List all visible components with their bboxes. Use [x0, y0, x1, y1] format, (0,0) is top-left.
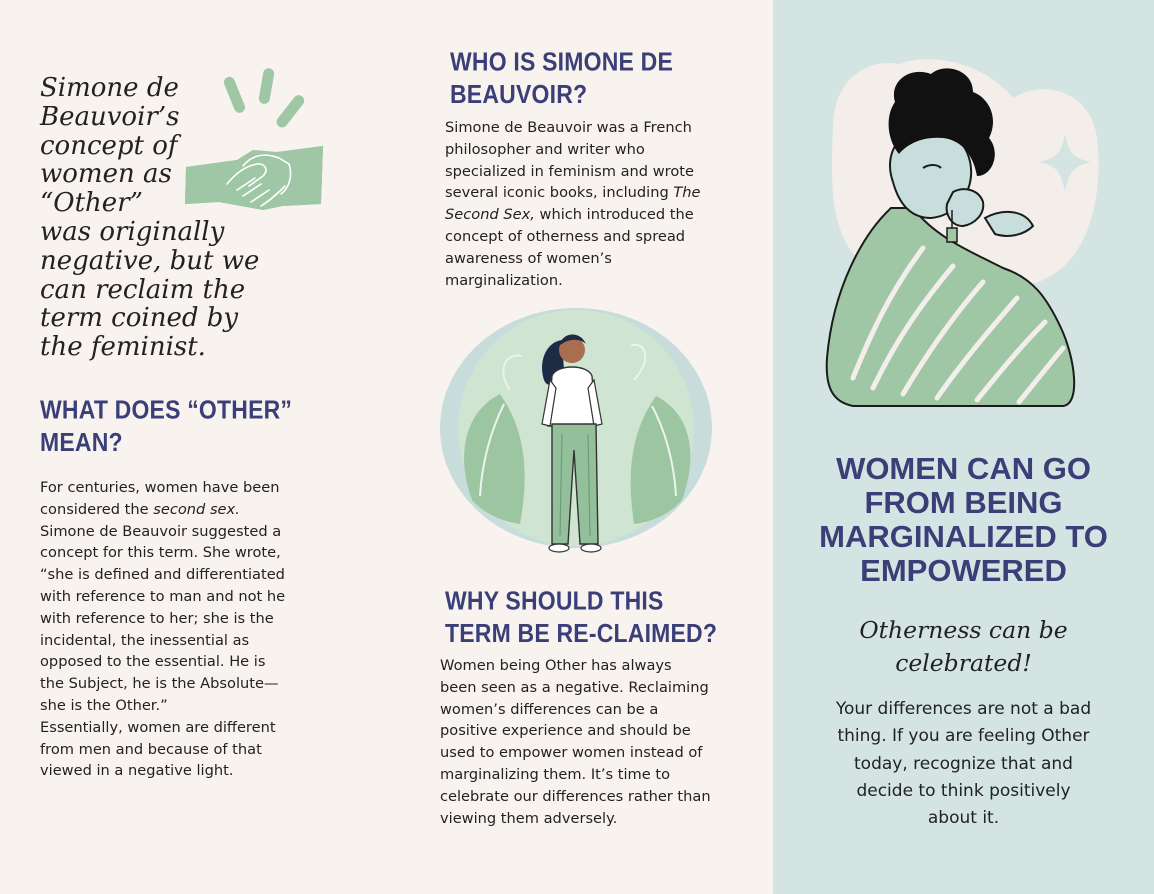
quote-line: “Other”	[40, 188, 143, 219]
body-line	[40, 499, 285, 521]
title-line: FROM BEING	[864, 485, 1063, 520]
quote-line: concept of	[40, 130, 178, 161]
body-line	[445, 204, 701, 226]
body-text-run: considered the	[40, 500, 154, 518]
body-line: viewing them adversely.	[440, 809, 618, 827]
right-panel	[773, 0, 1154, 894]
title-line: MARGINALIZED TO	[819, 519, 1108, 554]
subtitle-line: celebrated!	[895, 649, 1032, 677]
body-line: marginalization.	[445, 271, 563, 289]
quote-line: Beauvoir’s	[40, 101, 180, 132]
quote-line: the feminist.	[40, 332, 206, 363]
body-line: she is the Other.”	[40, 696, 168, 714]
body-line: with reference to her; she is the	[40, 609, 274, 627]
body-line: from men and because of that	[40, 740, 262, 758]
closing-line: Your differences are not a bad	[835, 699, 1092, 719]
reclaim-body	[440, 655, 711, 829]
heading-what-does-other-mean	[40, 394, 292, 459]
body-line: Simone de Beauvoir suggested a	[40, 522, 282, 540]
body-line: viewed in a negative light.	[40, 762, 234, 780]
panel-subtitle	[803, 614, 1124, 680]
quote-line: women as	[40, 159, 172, 190]
quote-line: was originally	[40, 216, 225, 247]
woman-sipping-tea-illustration	[813, 58, 1129, 412]
closing-line: thing. If you are feeling Other	[837, 726, 1090, 747]
body-line: awareness of women’s	[445, 249, 612, 267]
body-line: Simone de Beauvoir was a French	[445, 119, 692, 136]
heading-line: BEAUVOIR?	[450, 79, 588, 109]
body-line: been seen as a negative. Reclaiming	[440, 678, 709, 696]
sparkle-rays	[222, 67, 306, 129]
body-line: the Subject, he is the Absolute—	[40, 675, 279, 693]
body-text-run: which introduced the	[534, 206, 694, 224]
body-line	[445, 182, 701, 204]
simone-bio-body	[445, 117, 701, 291]
body-line: “she is defined and differentiated	[40, 566, 285, 584]
closing-line: today, recognize that and	[854, 753, 1073, 774]
heading-line: MEAN?	[40, 427, 123, 457]
body-line: concept of otherness and spread	[445, 227, 686, 245]
body-line: concept for this term. She wrote,	[40, 544, 281, 562]
title-line: WOMEN CAN GO	[836, 451, 1091, 486]
body-line: incidental, the inessential as	[40, 631, 250, 649]
body-line: marginalizing them. It’s time to	[440, 765, 671, 783]
closing-line: decide to think positively	[856, 780, 1071, 801]
heading-line: WHY SHOULD THIS	[445, 586, 664, 616]
handshake-icon	[185, 66, 325, 212]
quote-line: term coined by	[40, 303, 239, 334]
heading-why-reclaim	[445, 585, 717, 650]
panel-title	[803, 452, 1124, 588]
closing-message	[803, 696, 1124, 832]
title-line: EMPOWERED	[860, 553, 1067, 588]
body-line: celebrate our differences rather than	[440, 787, 711, 805]
body-line: philosopher and writer who	[445, 140, 645, 158]
closing-line: about it.	[927, 808, 1000, 829]
left-panel	[0, 0, 385, 894]
body-line: specialized in feminism and wrote	[445, 162, 694, 180]
heading-who-is-simone	[450, 46, 673, 111]
quote-line: negative, but we	[40, 245, 260, 276]
woman-among-leaves-illustration	[420, 300, 740, 562]
body-line: positive experience and should be	[440, 722, 691, 740]
book-title-emphasis: The	[673, 184, 701, 202]
body-text-run: several iconic books, including	[445, 184, 674, 202]
body-line: used to empower women instead of	[440, 744, 703, 762]
body-line: Women being Other has always	[440, 657, 672, 674]
book-title-emphasis: Second Sex,	[445, 206, 535, 224]
quote-line: can reclaim the	[40, 274, 246, 305]
subtitle-line: Otherness can be	[859, 616, 1068, 644]
middle-panel	[385, 0, 773, 894]
body-line: women’s differences can be a	[440, 700, 659, 718]
body-line: Essentially, women are different	[40, 718, 276, 736]
heading-line: TERM BE RE-CLAIMED?	[445, 618, 718, 648]
other-meaning-body	[40, 477, 285, 782]
body-line: For centuries, women have been	[40, 479, 280, 496]
book-title-emphasis: second sex.	[153, 500, 240, 518]
body-line: opposed to the essential. He is	[40, 653, 266, 671]
heading-line: WHAT DOES “OTHER”	[40, 395, 293, 425]
quote-line: Simone de	[40, 73, 179, 103]
heading-line: WHO IS SIMONE DE	[450, 47, 673, 77]
body-line: with reference to man and not he	[40, 587, 286, 605]
